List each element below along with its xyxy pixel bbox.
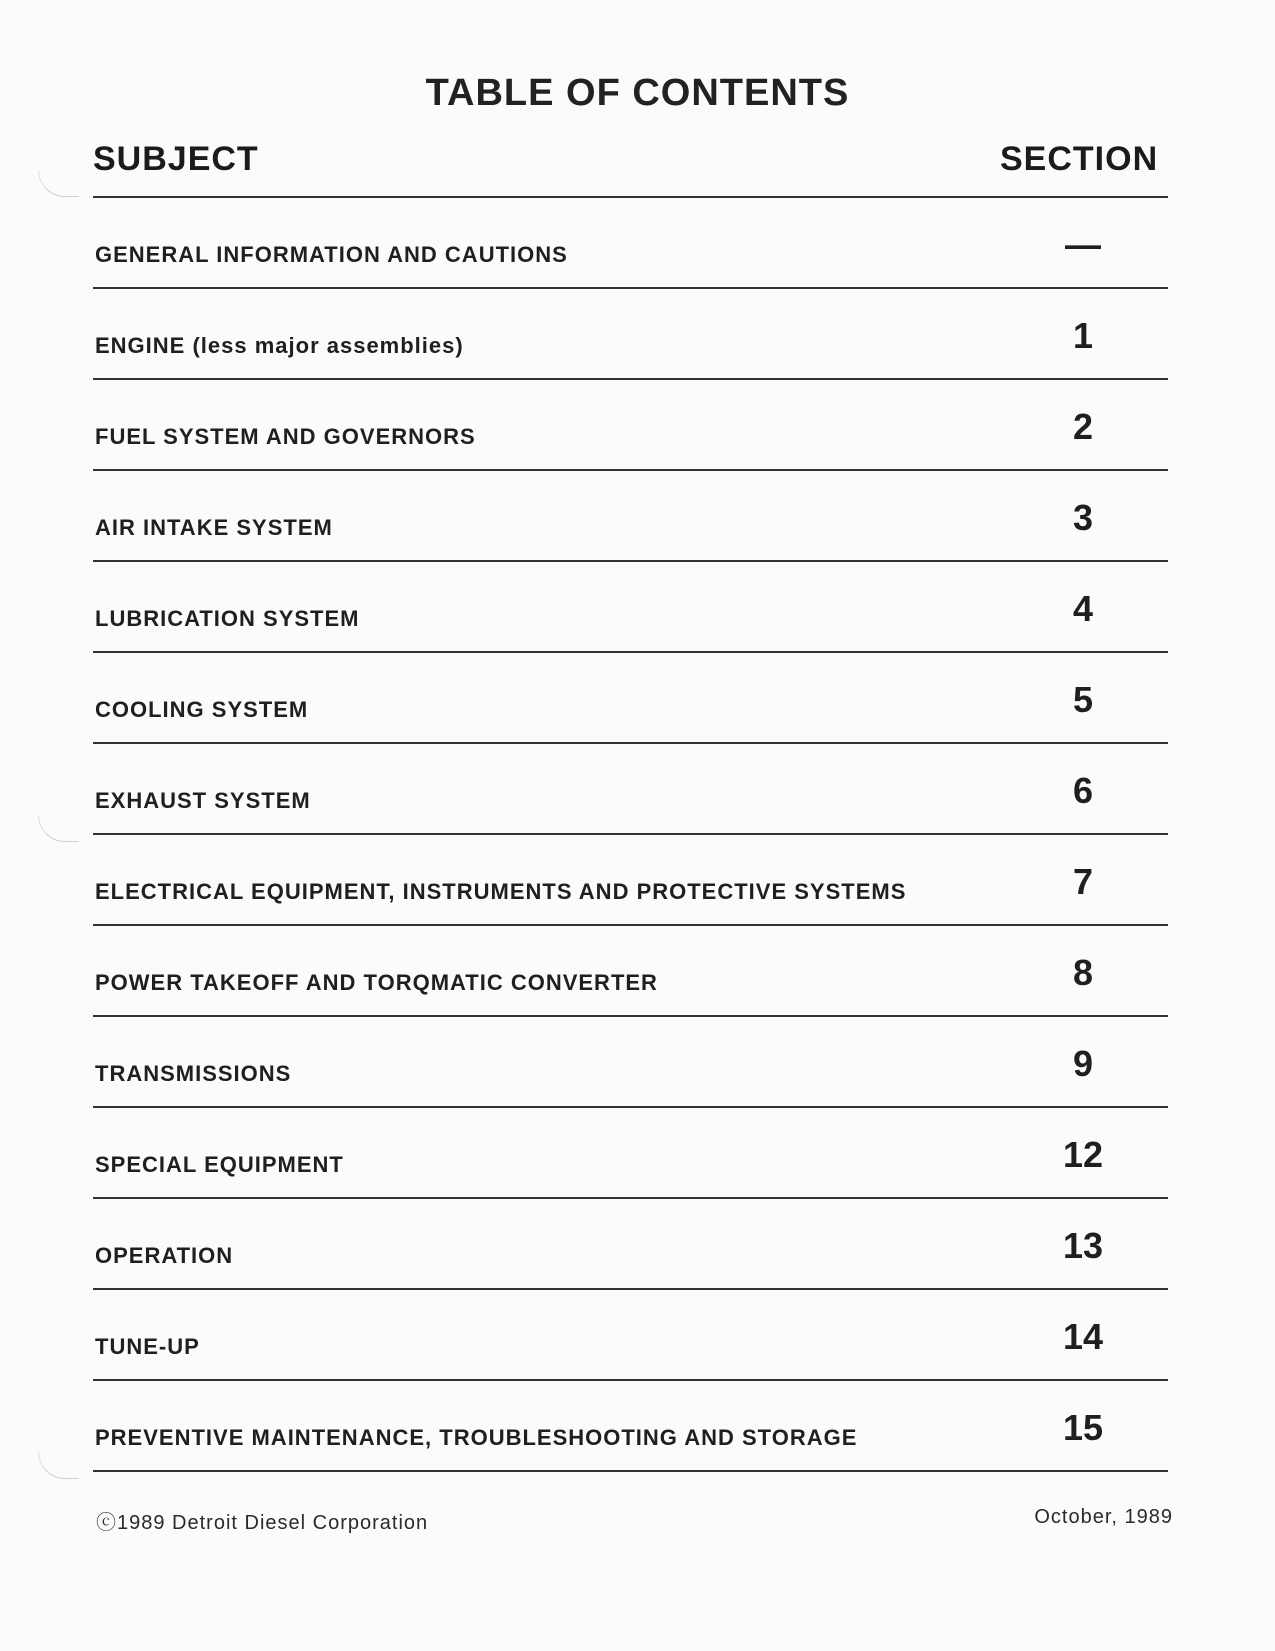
subject-column-header: SUBJECT bbox=[93, 140, 259, 178]
toc-section-number: 7 bbox=[1072, 861, 1094, 902]
toc-subject: AIR INTAKE SYSTEM bbox=[95, 515, 333, 540]
toc-row[interactable] bbox=[93, 653, 1168, 743]
toc-subject: ELECTRICAL EQUIPMENT, INSTRUMENTS AND PROTECTIVE SYSTEMS bbox=[95, 879, 907, 904]
row-divider bbox=[93, 1470, 1168, 1472]
toc-row[interactable] bbox=[93, 926, 1168, 1016]
toc-section-number: 1 bbox=[1072, 315, 1094, 356]
copyright-notice: ⓒ1989 Detroit Diesel Corporation bbox=[96, 1512, 429, 1534]
toc-subject: FUEL SYSTEM AND GOVERNORS bbox=[95, 424, 476, 449]
toc-subject: LUBRICATION SYSTEM bbox=[95, 606, 360, 631]
toc-section-number: 8 bbox=[1072, 952, 1094, 993]
toc-section-number: 12 bbox=[1062, 1134, 1104, 1175]
toc-section-number: 6 bbox=[1072, 770, 1094, 811]
toc-subject: EXHAUST SYSTEM bbox=[95, 788, 311, 813]
toc-subject: TRANSMISSIONS bbox=[95, 1061, 292, 1086]
toc-section-number: 13 bbox=[1062, 1225, 1104, 1266]
toc-subject: GENERAL INFORMATION AND CAUTIONS bbox=[95, 242, 568, 267]
toc-subject: SPECIAL EQUIPMENT bbox=[95, 1152, 344, 1177]
toc-section-number: 4 bbox=[1072, 588, 1094, 629]
toc-section-number: — bbox=[1065, 224, 1101, 265]
toc-section-number: 15 bbox=[1062, 1407, 1104, 1448]
toc-row[interactable] bbox=[93, 744, 1168, 834]
toc-row[interactable] bbox=[93, 289, 1168, 379]
toc-subject: ENGINE (less major assemblies) bbox=[95, 333, 464, 358]
toc-row[interactable] bbox=[93, 1108, 1168, 1198]
toc-row[interactable] bbox=[93, 380, 1168, 470]
toc-row[interactable] bbox=[93, 1381, 1168, 1471]
toc-section-number: 2 bbox=[1072, 406, 1094, 447]
toc-row[interactable] bbox=[93, 198, 1168, 288]
toc-row[interactable] bbox=[93, 835, 1168, 925]
binder-hole-mark bbox=[38, 815, 79, 842]
publication-date: October, 1989 bbox=[1034, 1506, 1173, 1528]
toc-row[interactable] bbox=[93, 471, 1168, 561]
toc-subject: PREVENTIVE MAINTENANCE, TROUBLESHOOTING AND STORAGE bbox=[95, 1425, 858, 1450]
toc-row[interactable] bbox=[93, 1199, 1168, 1289]
toc-subject: POWER TAKEOFF AND TORQMATIC CONVERTER bbox=[95, 970, 658, 995]
toc-section-number: 5 bbox=[1072, 679, 1094, 720]
toc-section-number: 14 bbox=[1062, 1316, 1104, 1357]
binder-hole-mark bbox=[38, 1452, 79, 1479]
page-title: TABLE OF CONTENTS bbox=[425, 72, 850, 114]
toc-subject: COOLING SYSTEM bbox=[95, 697, 309, 722]
toc-row[interactable] bbox=[93, 562, 1168, 652]
section-column-header: SECTION bbox=[1000, 140, 1159, 178]
toc-row[interactable] bbox=[93, 1017, 1168, 1107]
toc-row[interactable] bbox=[93, 1290, 1168, 1380]
toc-subject: OPERATION bbox=[95, 1243, 234, 1268]
toc-section-number: 3 bbox=[1072, 497, 1094, 538]
toc-subject: TUNE-UP bbox=[95, 1334, 200, 1359]
binder-hole-mark bbox=[38, 170, 79, 197]
toc-section-number: 9 bbox=[1072, 1043, 1094, 1084]
